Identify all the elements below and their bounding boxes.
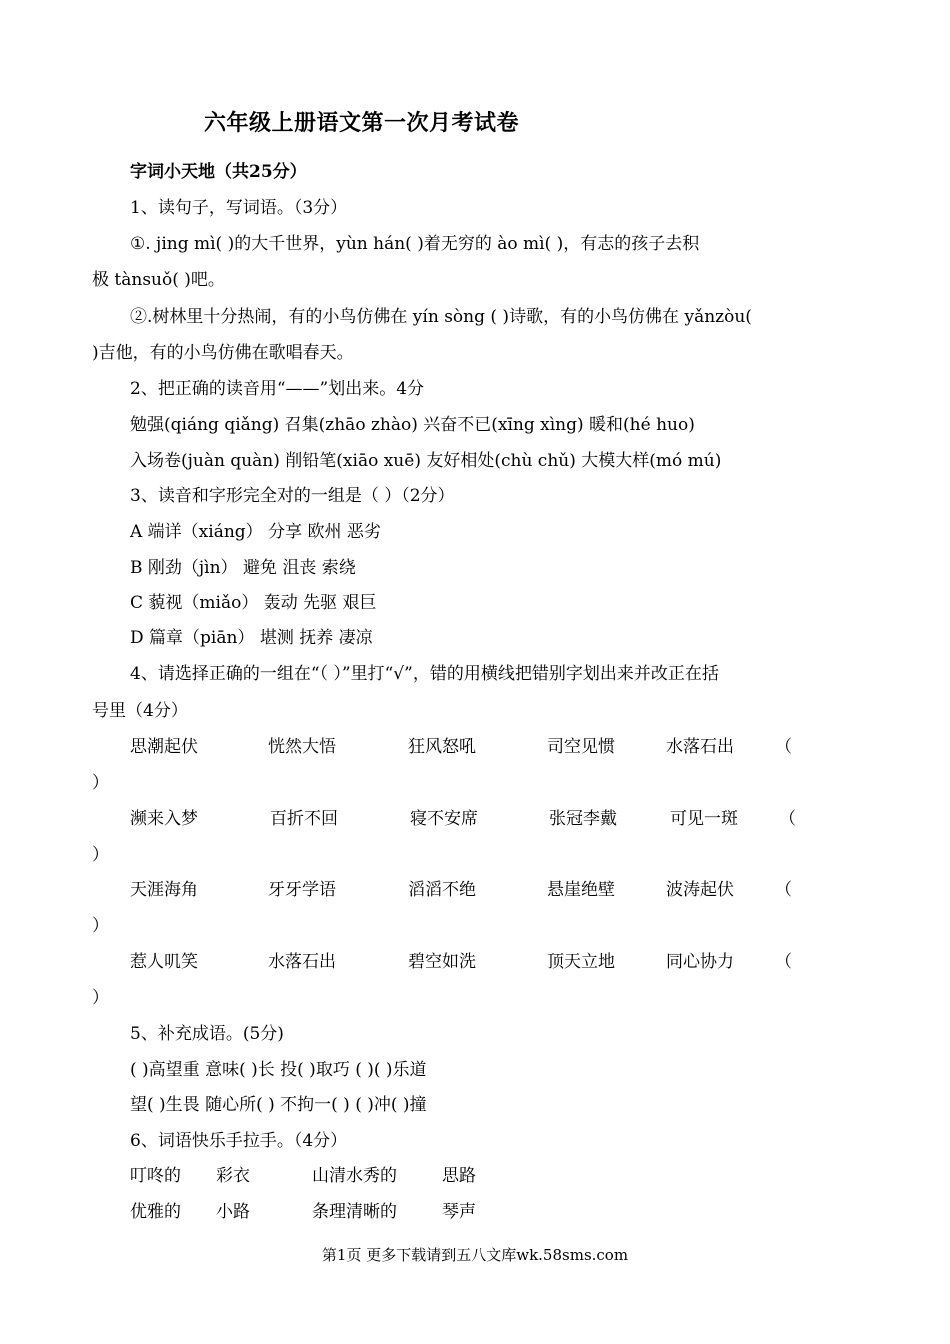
match-cell: 叮咚的 <box>130 1166 181 1186</box>
idiom-cell: 惹人叽笑 <box>130 952 198 972</box>
section-heading: 字词小天地（共25分） <box>130 162 307 182</box>
idiom-cell: 思潮起伏 <box>130 737 198 757</box>
answer-paren-open: （ <box>775 880 792 900</box>
q2-line-1: 勉强(qiáng qiǎng) 召集(zhāo zhào) 兴奋不已(xīng xìng) 暖和(hé huo) <box>130 415 695 435</box>
idiom-cell: 司空见惯 <box>547 737 615 757</box>
idiom-cell: 百折不回 <box>270 809 338 829</box>
match-cell: 彩衣 <box>216 1166 250 1186</box>
answer-paren-open: （ <box>779 809 796 829</box>
idiom-cell: 滔滔不绝 <box>408 880 476 900</box>
idiom-cell: 碧空如洗 <box>408 952 476 972</box>
q1-heading: 1、读句子，写词语。（3分） <box>130 198 348 218</box>
match-cell: 思路 <box>442 1166 476 1186</box>
q1-line-1: ①. jing mì( )的大千世界，yùn hán( )着无穷的 ào mì( )，有志的孩子去积 <box>130 234 700 254</box>
document-title: 六年级上册语文第一次月考试卷 <box>204 110 520 136</box>
match-cell: 山清水秀的 <box>312 1166 397 1186</box>
answer-paren-close: ） <box>92 988 109 1008</box>
q6-heading: 6、词语快乐手拉手。（4分） <box>130 1131 348 1151</box>
idiom-cell: 天涯海角 <box>130 880 198 900</box>
match-cell: 小路 <box>216 1202 250 1222</box>
q3-option-a: A 端详（xiáng） 分享 欧州 恶劣 <box>130 522 381 542</box>
answer-paren-close: ） <box>92 773 109 793</box>
q2-line-2: 入场卷(juàn quàn) 削铅笔(xiāo xuē) 友好相处(chù chǔ) 大模大样(mó mú) <box>130 451 722 471</box>
q2-heading: 2、把正确的读音用“——”划出来。4分 <box>130 379 425 399</box>
q4-heading: 4、请选择正确的一组在“（ ）”里打“√”，错的用横线把错别字划出来并改正在括 <box>130 664 719 684</box>
idiom-cell: 水落石出 <box>666 737 734 757</box>
answer-paren-open: （ <box>775 737 792 757</box>
q1-line-2: 极 tànsuǒ( )吧。 <box>92 270 225 290</box>
idiom-cell: 濒来入梦 <box>130 809 198 829</box>
idiom-cell: 悬崖绝壁 <box>547 880 615 900</box>
idiom-cell: 波涛起伏 <box>666 880 734 900</box>
q1-line-4: )吉他，有的小鸟仿佛在歌唱春天。 <box>92 343 354 363</box>
match-cell: 条理清晰的 <box>312 1202 397 1222</box>
idiom-cell: 顶天立地 <box>547 952 615 972</box>
match-cell: 琴声 <box>442 1202 476 1222</box>
answer-paren-open: （ <box>775 952 792 972</box>
q5-line-2: 望( )生畏 随心所( ) 不拘一( ) ( )冲( )撞 <box>130 1095 427 1115</box>
idiom-cell: 同心协力 <box>666 952 734 972</box>
answer-paren-close: ） <box>92 845 109 865</box>
idiom-cell: 张冠李戴 <box>549 809 617 829</box>
match-cell: 优雅的 <box>130 1202 181 1222</box>
q3-option-c: C 藐视（miǎo） 轰动 先驱 艰巨 <box>130 593 377 613</box>
idiom-cell: 狂风怒吼 <box>408 737 476 757</box>
q3-option-d: D 篇章（piān） 堪测 抚养 凄凉 <box>130 628 373 648</box>
idiom-cell: 寝不安席 <box>410 809 478 829</box>
idiom-cell: 可见一斑 <box>670 809 738 829</box>
q5-line-1: ( )高望重 意味( )长 投( )取巧 ( )( )乐道 <box>130 1060 427 1080</box>
q1-line-3: ②.树林里十分热闹，有的小鸟仿佛在 yín sòng ( )诗歌，有的小鸟仿佛在 yǎnzòu( <box>130 307 752 327</box>
answer-paren-close: ） <box>92 916 109 936</box>
idiom-cell: 恍然大悟 <box>268 737 336 757</box>
q3-option-b: B 刚劲（jìn） 避免 沮丧 索绕 <box>130 558 356 578</box>
idiom-cell: 水落石出 <box>268 952 336 972</box>
q5-heading: 5、补充成语。(5分) <box>130 1024 284 1044</box>
q4-heading-cont: 号里（4分） <box>92 701 188 721</box>
q3-heading: 3、读音和字形完全对的一组是（ ）（2分） <box>130 486 455 506</box>
idiom-cell: 牙牙学语 <box>268 880 336 900</box>
page-footer: 第1页 更多下载请到五八文库wk.58sms.com <box>321 1246 629 1264</box>
